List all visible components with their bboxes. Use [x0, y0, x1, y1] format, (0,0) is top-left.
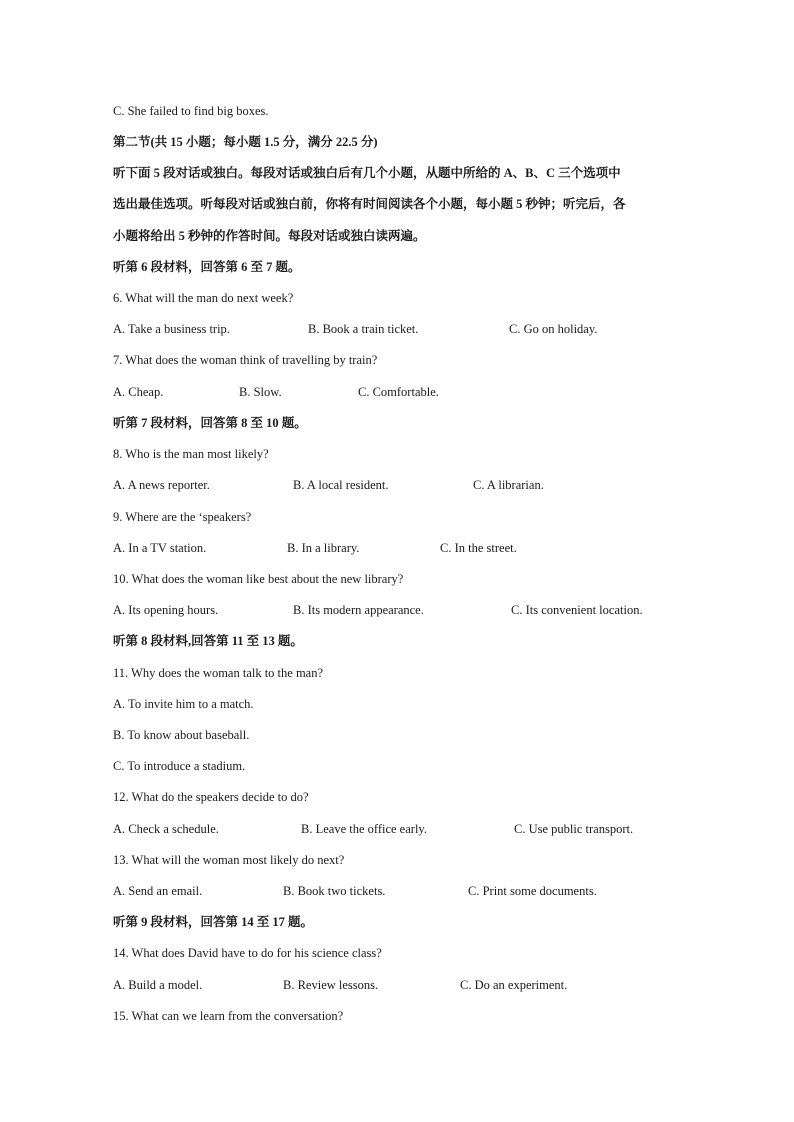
question-5-option-c: C. She failed to find big boxes.: [113, 104, 269, 118]
option-c: C. Comfortable.: [358, 385, 439, 399]
question-6: 6. What will the man do next week?: [113, 291, 294, 305]
option-b: B. Book a train ticket.: [308, 322, 419, 336]
question-7: 7. What does the woman think of travelling by train?: [113, 353, 378, 367]
question-12: 12. What do the speakers decide to do?: [113, 790, 309, 804]
option-a: A. Cheap.: [113, 385, 164, 399]
question-11-option-a: A. To invite him to a match.: [113, 697, 254, 711]
option-c: C. Use public transport.: [514, 822, 634, 836]
option-c: C. Do an experiment.: [460, 978, 568, 992]
question-9: 9. Where are the ‘speakers?: [113, 510, 252, 524]
option-c: C. In the street.: [440, 541, 517, 555]
option-b: B. Book two tickets.: [283, 884, 386, 898]
option-a: A. A news reporter.: [113, 478, 210, 492]
question-10: 10. What does the woman like best about the new library?: [113, 572, 404, 586]
option-c: C. Go on holiday.: [509, 322, 598, 336]
question-11: 11. Why does the woman talk to the man?: [113, 666, 324, 680]
option-a: A. Check a schedule.: [113, 822, 219, 836]
question-13: 13. What will the woman most likely do next?: [113, 853, 345, 867]
instructions-line-2: 选出最佳选项。听每段对话或独白前，你将有时间阅读各个小题，每小题 5 秒钟；听完后，各: [113, 197, 626, 211]
question-14: 14. What does David have to do for his science class?: [113, 946, 382, 960]
option-b: B. Leave the office early.: [301, 822, 427, 836]
option-a: A. Build a model.: [113, 978, 203, 992]
section-title: 第二节(共 15 小题；每小题 1.5 分，满分 22.5 分): [113, 135, 378, 149]
question-11-option-b: B. To know about baseball.: [113, 728, 250, 742]
instructions-line-3: 小题将给出 5 秒钟的作答时间。每段对话或独白读两遍。: [113, 229, 426, 243]
option-b: B. A local resident.: [293, 478, 389, 492]
question-8: 8. Who is the man most likely?: [113, 447, 269, 461]
option-b: B. Its modern appearance.: [293, 603, 424, 617]
question-11-option-c: C. To introduce a stadium.: [113, 759, 246, 773]
question-15: 15. What can we learn from the conversation?: [113, 1009, 344, 1023]
option-a: A. Take a business trip.: [113, 322, 230, 336]
material-6-heading: 听第 6 段材料，回答第 6 至 7 题。: [113, 260, 301, 274]
option-b: B. Slow.: [239, 385, 282, 399]
option-a: A. In a TV station.: [113, 541, 207, 555]
option-a: A. Send an email.: [113, 884, 203, 898]
material-8-heading: 听第 8 段材料,回答第 11 至 13 题。: [113, 634, 303, 648]
material-7-heading: 听第 7 段材料，回答第 8 至 10 题。: [113, 416, 307, 430]
material-9-heading: 听第 9 段材料，回答第 14 至 17 题。: [113, 915, 314, 929]
option-b: B. Review lessons.: [283, 978, 379, 992]
option-c: C. Its convenient location.: [511, 603, 643, 617]
option-b: B. In a library.: [287, 541, 360, 555]
option-a: A. Its opening hours.: [113, 603, 219, 617]
option-c: C. Print some documents.: [468, 884, 597, 898]
instructions-line-1: 听下面 5 段对话或独白。每段对话或独白后有几个小题，从题中所给的 A、B、C 三个选项中: [113, 166, 621, 180]
option-c: C. A librarian.: [473, 478, 544, 492]
